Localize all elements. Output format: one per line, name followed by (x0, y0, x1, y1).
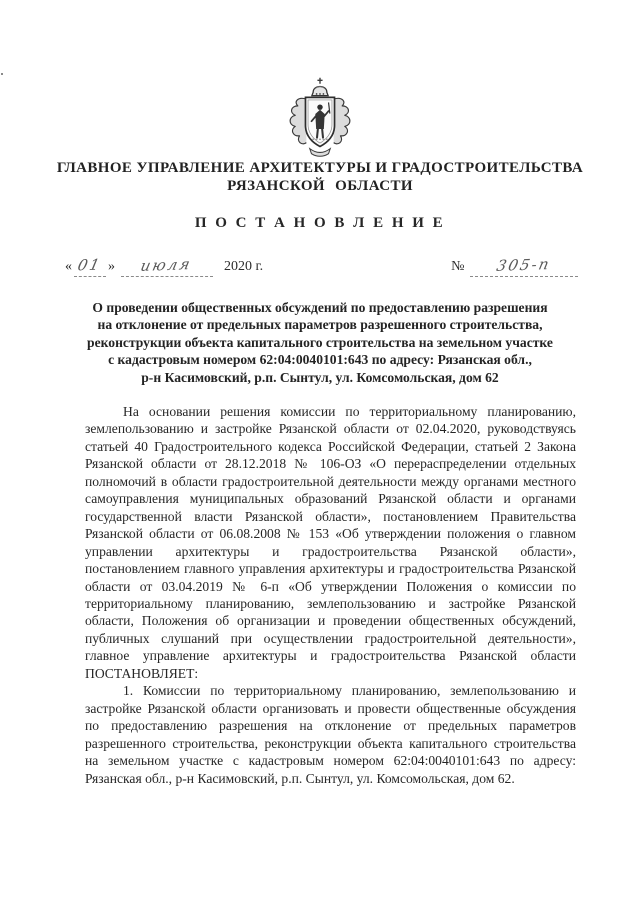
body-paragraph-1: На основании решения комиссии по территориальному планированию, землепользованию и застройке Рязанской области от 02.04.2020, руководствуясь статьей 40 Градостроительного кодекса Российской Федерации, статьей 2 Закона Рязанской области от 28.12.2018 № 106-ОЗ «О перераспределении отдельных полномочий в области градостроительной деятельности между органами местного самоуправления муниципальных образований Рязанской области и органами государственной власти Рязанской области», постановлением Правительства Рязанской области от 06.08.2008 № 153 «Об утверждении положения о главном управлении архитектуры и градостроительства Рязанской области», постановлением главного управления архитектуры и градостроительства Рязанской области от 03.04.2019 № 6-п «Об утверждении Положения о комиссии по территориальному планированию, землепользованию и застройке Рязанской области, Положения об организации и проведении общественных обсуждений, публичных слушаний при осуществлении градостроительной деятельности», главное управление архитектуры и градостроительства Рязанской области ПОСТАНОВЛЯЕТ: (85, 404, 576, 681)
date-number-line (65, 256, 580, 277)
coat-of-arms (277, 76, 363, 158)
ryazan-coat-of-arms-icon (277, 76, 363, 158)
scan-artifact-dot (1, 73, 3, 75)
decree-body (85, 403, 576, 787)
subject-line: с кадастровым номером 62:04:0040101:643 по адресу: Рязанская обл., (108, 352, 532, 368)
open-quote: « (65, 259, 72, 274)
handwritten-number: 305-п (495, 255, 553, 275)
subject-line: реконструкции объекта капитального строительства на земельном участке (87, 334, 553, 350)
body-paragraph-2: 1. Комиссии по территориальному планированию, землепользованию и застройке Рязанской области организовать и провести общественные обсуждения по предоставлению разрешения на отклонение от предельных параметров разрешенного строительства, реконструкции объекта капитального строительства на земельном участке с кадастровым номером 62:04:0040101:643 по адресу: Рязанская обл., р-н Касимовский, р.п. Сынтул, ул. Комсомольская, дом 62. (85, 683, 576, 786)
decree-subject (55, 299, 585, 386)
handwritten-month: июля (139, 255, 194, 275)
subject-line: О проведении общественных обсуждений по предоставлению разрешения (92, 300, 548, 315)
close-quote: » (108, 259, 115, 274)
org-name-line1: ГЛАВНОЕ УПРАВЛЕНИЕ АРХИТЕКТУРЫ И ГРАДОСТРОИТЕЛЬСТВА (56, 160, 584, 176)
subject-line: р-н Касимовский, р.п. Сынтул, ул. Комсомольская, дом 62 (141, 369, 499, 385)
org-name-line2: РЯЗАНСКОЙ ОБЛАСТИ (227, 178, 413, 194)
number-group (451, 256, 580, 277)
date-group (65, 256, 263, 277)
printed-year: 2020 г. (224, 259, 264, 274)
document-type-title: П О С Т А Н О В Л Е Н И Е (194, 215, 446, 231)
org-name (0, 159, 640, 195)
subject-line: на отклонение от предельных параметров разрешенного строительства, (97, 317, 543, 333)
handwritten-day: 01 (76, 255, 104, 275)
number-sign: № (451, 259, 465, 274)
